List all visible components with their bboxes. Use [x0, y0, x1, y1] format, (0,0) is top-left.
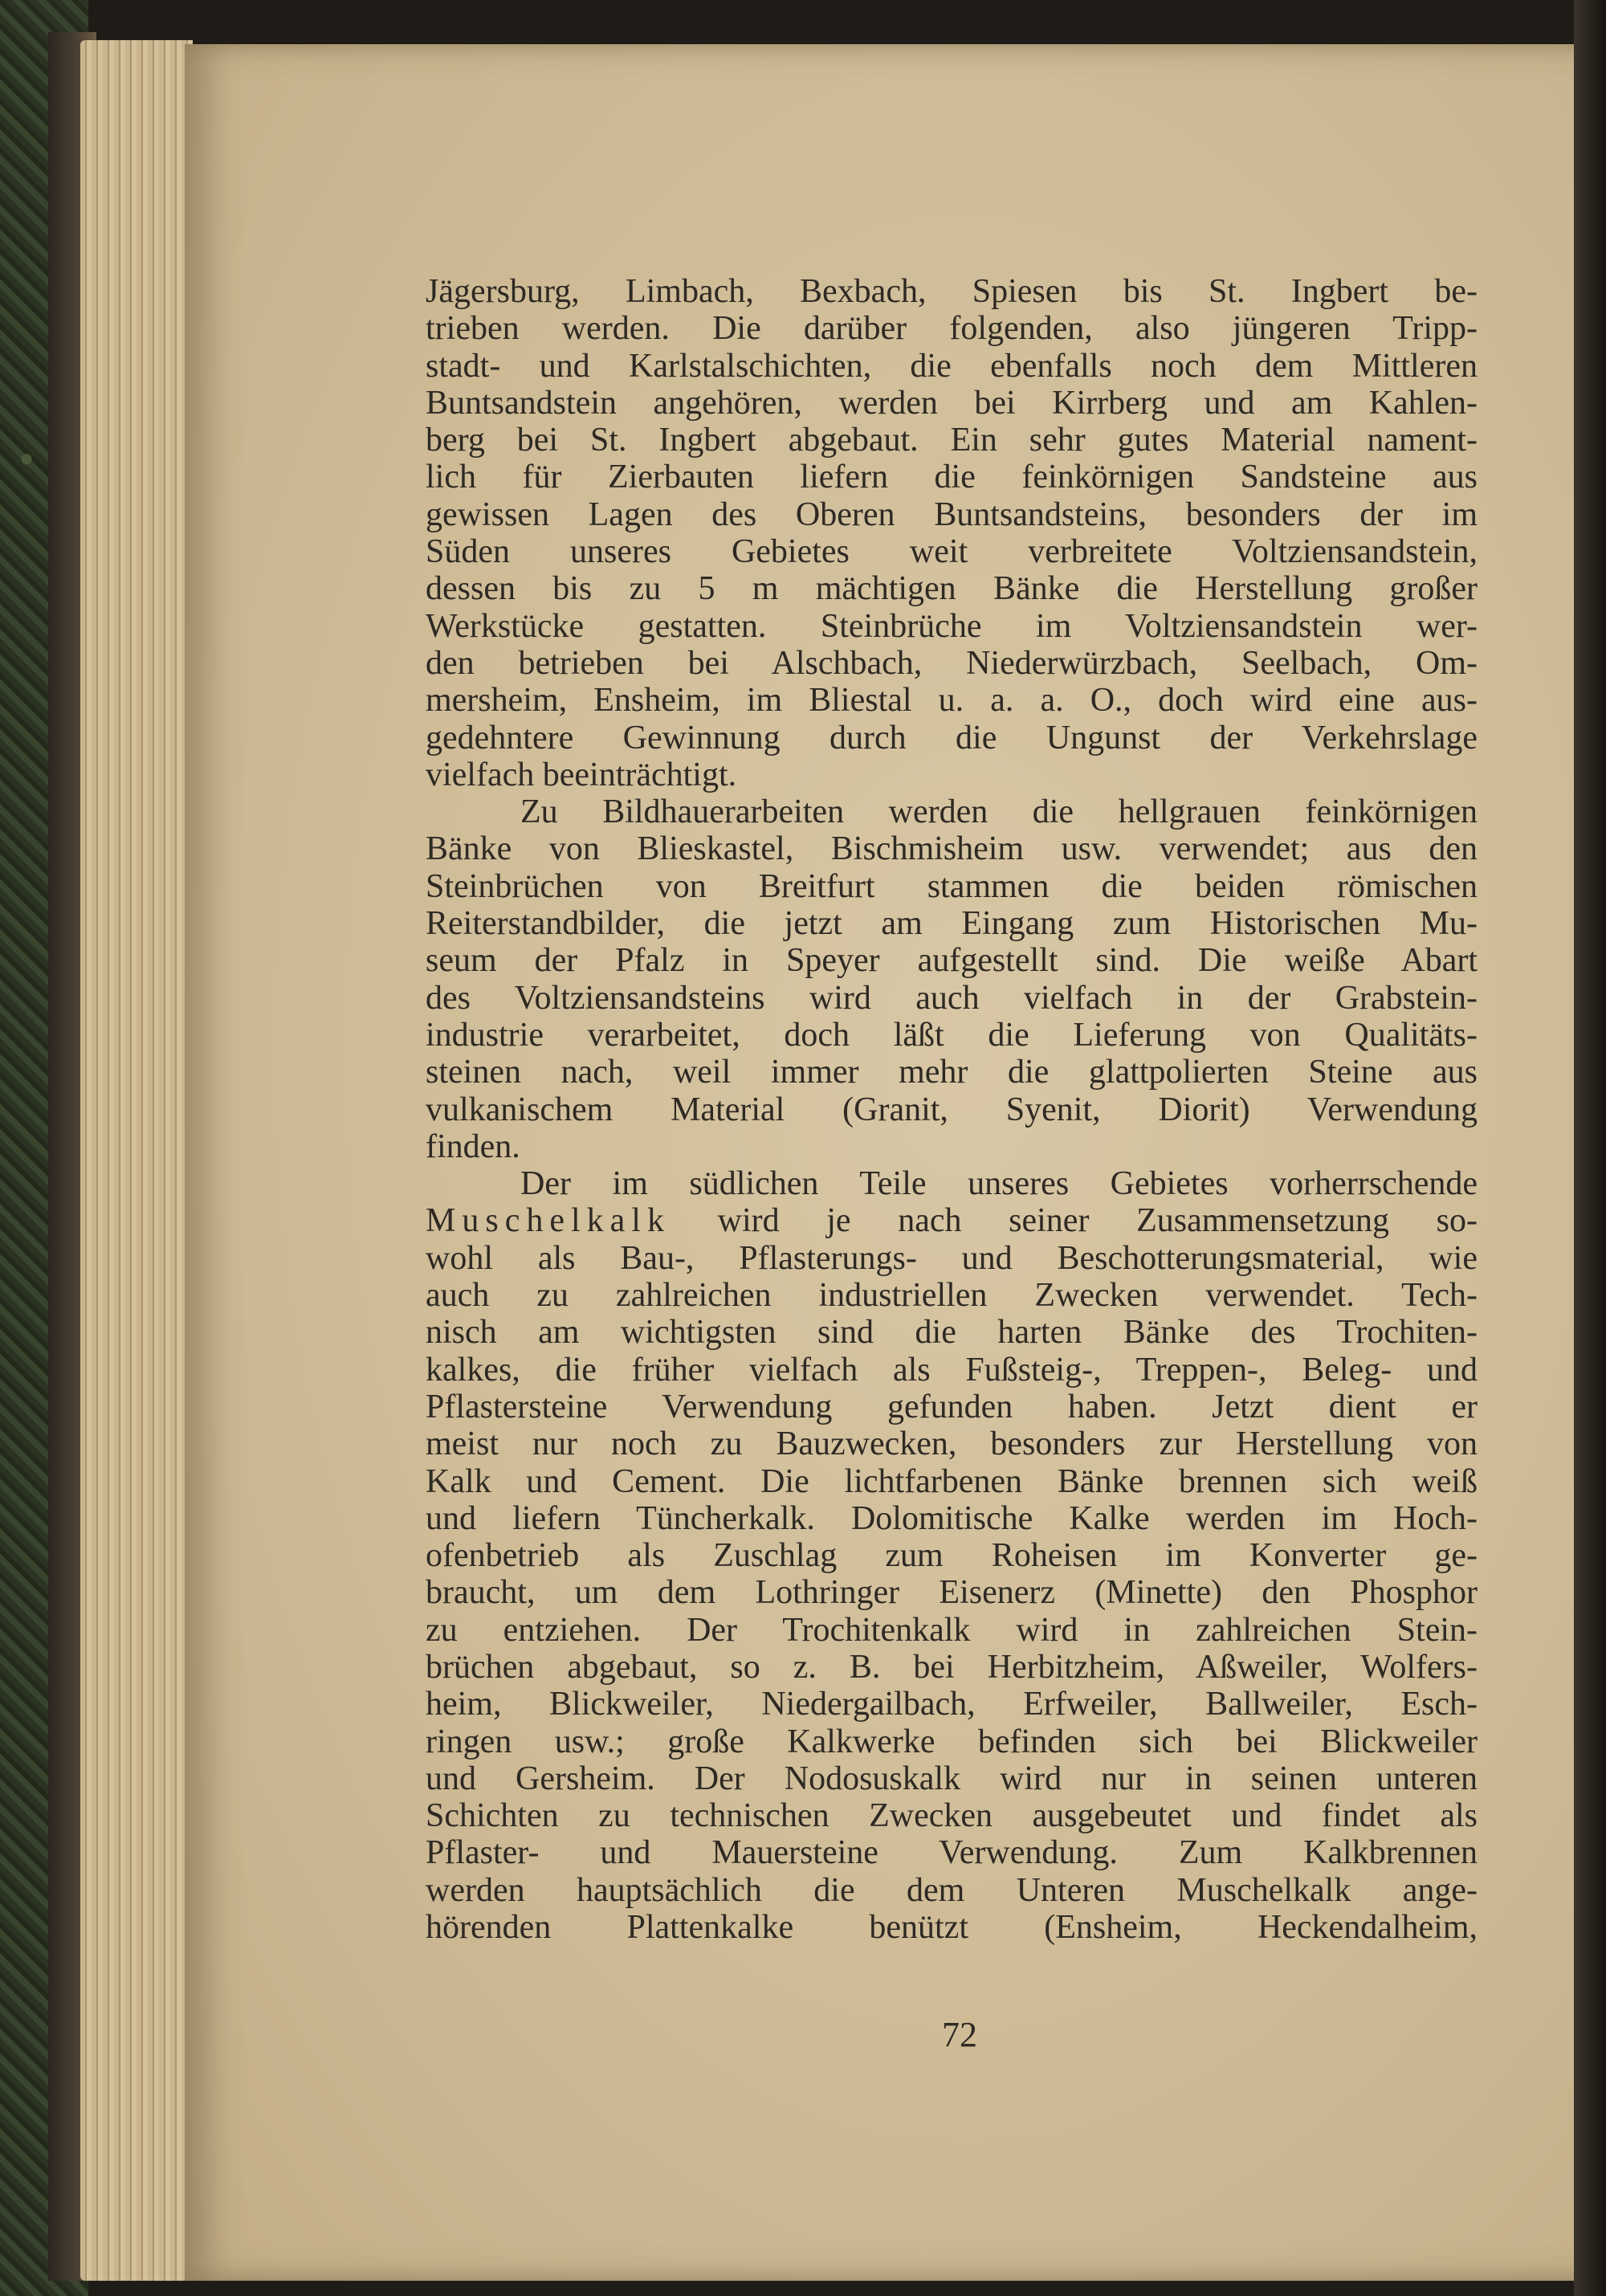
text-fragment: wird je nach seiner Zusammensetzung so-: [717, 1202, 1478, 1240]
text-line: stadt- und Karlstalschichten, die ebenfalls noch dem Mittleren: [426, 347, 1478, 385]
text-line: berg bei St. Ingbert abgebaut. Ein sehr gutes Material nament-: [426, 422, 1478, 459]
text-line: Kalk und Cement. Die lichtfarbenen Bänke brennen sich weiß: [426, 1462, 1478, 1500]
text-line: den betrieben bei Alschbach, Niederwürzbach, Seelbach, Om-: [426, 644, 1478, 682]
page-edges: [80, 40, 193, 2281]
text-line: werden hauptsächlich die dem Unteren Muschelkalk ange-: [426, 1871, 1478, 1909]
text-line: [426, 1202, 1478, 1239]
text-line: Reiterstandbilder, die jetzt am Eingang zum Historischen Mu-: [426, 905, 1478, 943]
text-line: Bänke von Blieskastel, Bischmisheim usw. verwendet; aus den: [426, 830, 1478, 868]
page-number: 72: [942, 2015, 977, 2054]
text-line: nisch am wichtigsten sind die harten Bänke des Trochiten-: [426, 1314, 1478, 1352]
text-line: Buntsandstein angehören, werden bei Kirrberg und am Kahlen-: [426, 384, 1478, 422]
text-line: Steinbrüchen von Breitfurt stammen die beiden römischen: [426, 867, 1478, 905]
text-line: mersheim, Ensheim, im Bliestal u. a. a. O., doch wird eine aus-: [426, 682, 1478, 720]
text-line: ofenbetrieb als Zuschlag zum Roheisen im Konverter ge-: [426, 1537, 1478, 1575]
text-line: ringen usw.; große Kalkwerke befinden sich bei Blickweiler: [426, 1723, 1478, 1760]
text-line: industrie verarbeitet, doch läßt die Lieferung von Qualitäts-: [426, 1016, 1478, 1054]
text-line: trieben werden. Die darüber folgenden, also jüngeren Tripp-: [426, 310, 1478, 348]
text-line: gedehntere Gewinnung durch die Ungunst der Verkehrslage: [426, 719, 1478, 756]
text-line: finden.: [426, 1128, 520, 1165]
body-text: [426, 273, 1478, 1946]
text-line: hörenden Plattenkalke benützt (Ensheim, Heckendalheim,: [426, 1909, 1478, 1947]
text-line: vulkanischem Material (Granit, Syenit, Diorit) Verwendung: [426, 1091, 1478, 1128]
text-line: kalkes, die früher vielfach als Fußsteig-, Treppen-, Beleg- und: [426, 1351, 1478, 1389]
text-line: brüchen abgebaut, so z. B. bei Herbitzheim, Aßweiler, Wolfers-: [426, 1648, 1478, 1686]
text-line: und liefern Tüncherkalk. Dolomitische Kalke werden im Hoch-: [426, 1499, 1478, 1537]
text-line: des Voltziensandsteins wird auch vielfach in der Grabstein-: [426, 979, 1478, 1017]
text-line: gewissen Lagen des Oberen Buntsandsteins, besonders der im: [426, 495, 1478, 533]
text-line: heim, Blickweiler, Niedergailbach, Erfweiler, Ballweiler, Esch-: [426, 1686, 1478, 1723]
text-line: Pflastersteine Verwendung gefunden haben. Jetzt dient er: [426, 1388, 1478, 1425]
text-line: Schichten zu technischen Zwecken ausgebeutet und findet als: [426, 1797, 1478, 1835]
text-line: zu entziehen. Der Trochitenkalk wird in zahlreichen Stein-: [426, 1611, 1478, 1649]
text-line: auch zu zahlreichen industriellen Zwecken verwendet. Tech-: [426, 1277, 1478, 1315]
text-line: vielfach beeinträchtigt.: [426, 756, 737, 793]
text-line: meist nur noch zu Bauzwecken, besonders zur Herstellung von: [426, 1425, 1478, 1463]
text-line: Zu Bildhauerarbeiten werden die hellgrauen feinkörnigen: [520, 793, 1478, 831]
text-line: seum der Pfalz in Speyer aufgestellt sind. Die weiße Abart: [426, 942, 1478, 980]
text-line: dessen bis zu 5 m mächtigen Bänke die Herstellung großer: [426, 570, 1478, 608]
text-line: Süden unseres Gebietes weit verbreitete Voltziensandstein,: [426, 533, 1478, 571]
right-edge-shadow: [1574, 0, 1606, 2296]
text-line: lich für Zierbauten liefern die feinkörnigen Sandsteine aus: [426, 459, 1478, 496]
text-line: braucht, um dem Lothringer Eisenerz (Minette) den Phosphor: [426, 1574, 1478, 1612]
text-line: Pflaster- und Mauersteine Verwendung. Zum Kalkbrennen: [426, 1834, 1478, 1872]
text-line: wohl als Bau-, Pflasterungs- und Beschotterungsmaterial, wie: [426, 1239, 1478, 1277]
text-line: Jägersburg, Limbach, Bexbach, Spiesen bis St. Ingbert be-: [426, 273, 1478, 310]
text-line: steinen nach, weil immer mehr die glattpolierten Steine aus: [426, 1054, 1478, 1091]
text-line: und Gersheim. Der Nodosuskalk wird nur in seinen unteren: [426, 1760, 1478, 1797]
text-line: Der im südlichen Teile unseres Gebietes vorherrschende: [520, 1165, 1478, 1203]
text-line: Werkstücke gestatten. Steinbrüche im Voltziensandstein wer-: [426, 607, 1478, 645]
spaced-term: Muschelkalk: [426, 1202, 671, 1240]
